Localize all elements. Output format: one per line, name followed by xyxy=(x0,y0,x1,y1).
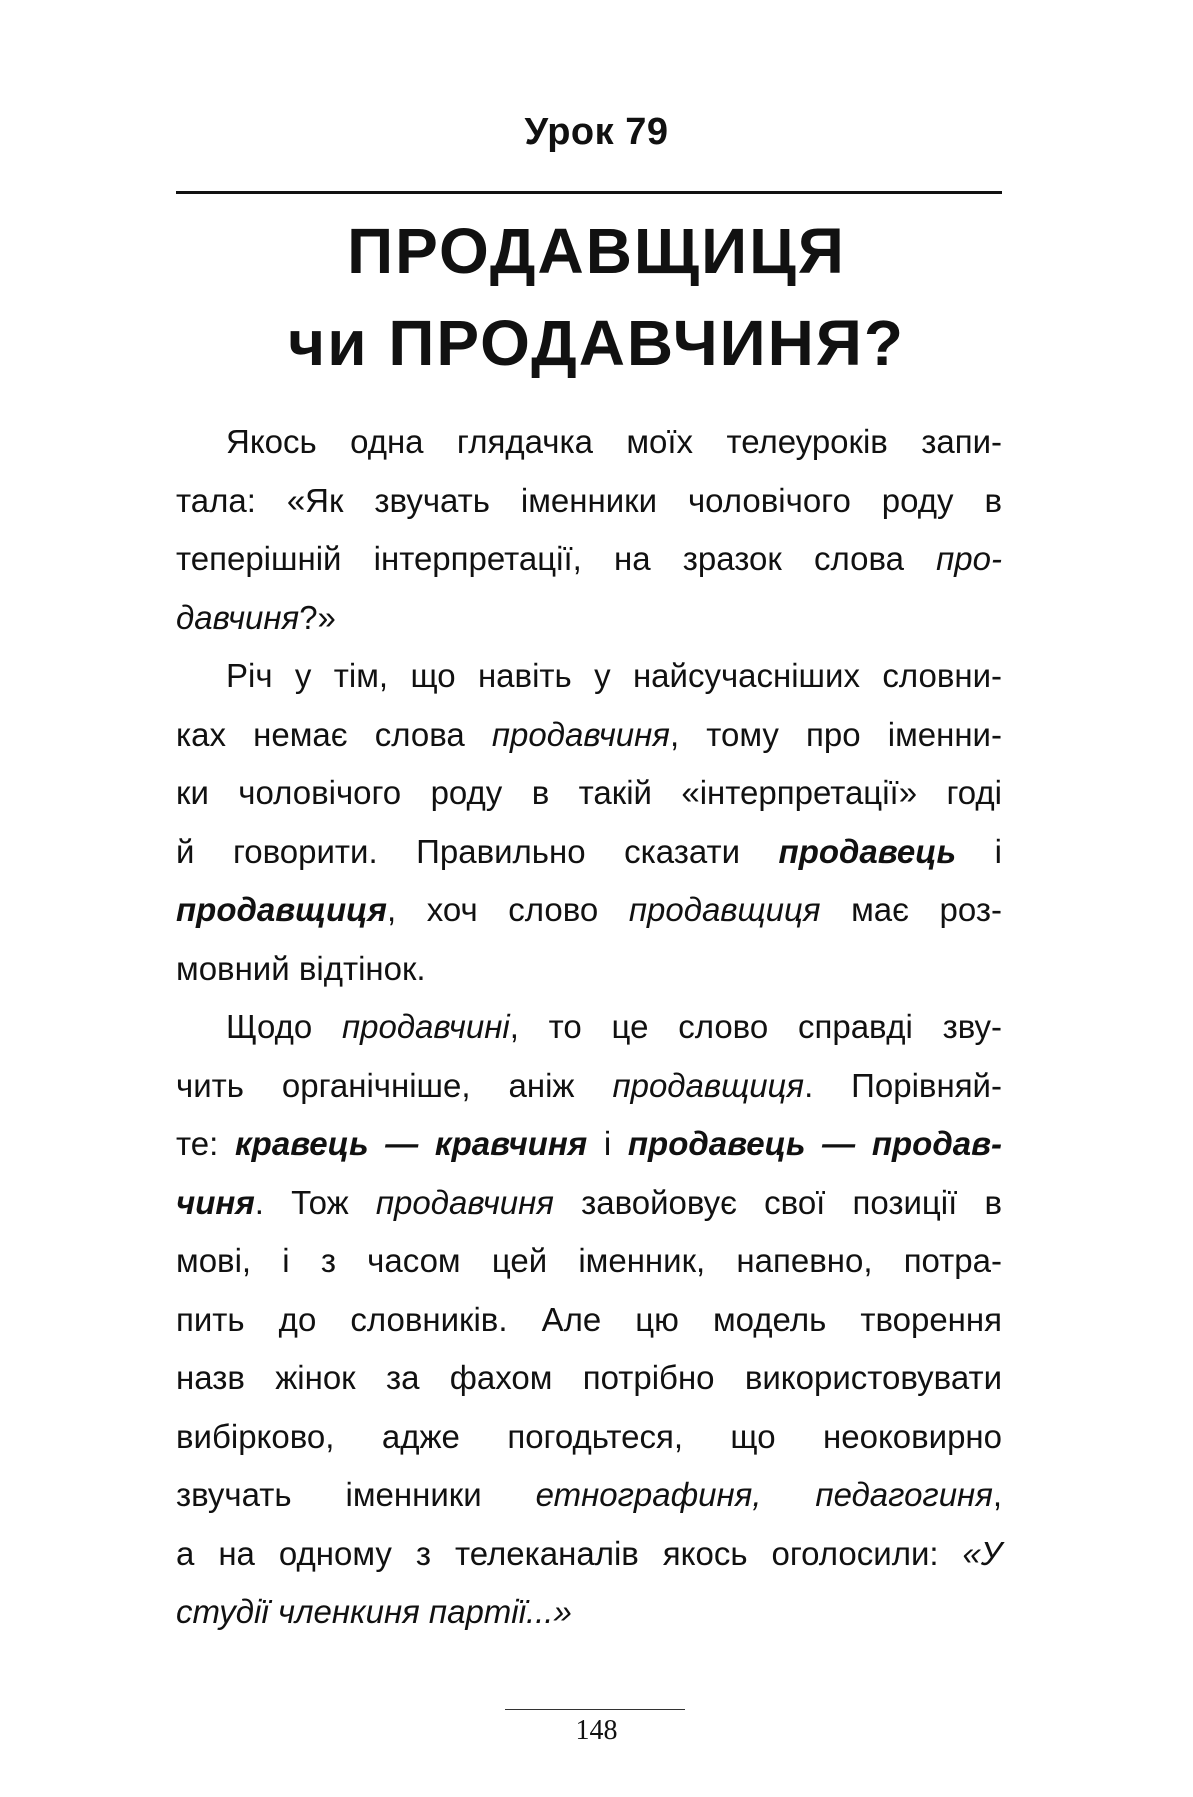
italic-term: про- xyxy=(936,540,1002,577)
italic-term: продавщиця xyxy=(612,1066,805,1104)
text-run: і xyxy=(587,1125,628,1162)
text-run: Річ у тім, що навіть у найсучасніших словни- xyxy=(226,657,1002,694)
text-run: теперішній інтерпретації, на зразок слова xyxy=(176,540,937,577)
text-line xyxy=(176,881,1002,940)
paragraph xyxy=(176,998,1002,1642)
text-run: вибірково, адже погодьтеся, що неоковирно xyxy=(176,1417,1002,1455)
italic-term: продавчині xyxy=(341,1008,510,1045)
body-text xyxy=(176,413,1002,1642)
lesson-heading: Урок 79 xyxy=(524,111,669,153)
text-run: мовний відтінок. xyxy=(176,949,426,987)
bold-italic-term: продавець xyxy=(778,832,957,870)
italic-term: студії членкиня партії...» xyxy=(176,1593,572,1630)
text-run: , тому про іменни- xyxy=(669,715,1002,753)
text-line xyxy=(176,940,1002,999)
title-line-1: ПРОДАВЩИЦЯ xyxy=(347,215,846,287)
text-run: має роз- xyxy=(820,891,1002,928)
text-run: і xyxy=(956,832,1003,870)
text-line xyxy=(176,1408,1002,1467)
text-line xyxy=(176,1583,1002,1642)
text-run: завойовує свої позиції в xyxy=(553,1183,1002,1221)
text-run: Якось одна глядачка моїх телеуроків запи- xyxy=(226,423,1002,460)
text-run: тала: «Як звучать іменники чоловічого роду в xyxy=(176,481,1002,519)
text-run: , то це слово справді зву- xyxy=(509,1008,1002,1045)
text-run: . Тож xyxy=(254,1183,376,1221)
text-run: а на одному з телеканалів якось оголосили: xyxy=(176,1534,963,1572)
text-line xyxy=(176,1115,1002,1174)
text-line xyxy=(176,1525,1002,1584)
paragraph xyxy=(176,413,1002,647)
heading-divider xyxy=(176,191,1002,194)
text-run: й говорити. Правильно сказати xyxy=(176,832,779,870)
text-run: чить органічніше, аніж xyxy=(176,1066,613,1104)
text-run: Щодо xyxy=(226,1008,342,1045)
text-line xyxy=(176,764,1002,823)
text-line xyxy=(176,823,1002,882)
bold-italic-term: продавщиця xyxy=(176,891,387,928)
text-run: ки чоловічого роду в такій «інтерпретації» годі xyxy=(176,774,1002,811)
text-line xyxy=(176,530,1002,589)
italic-term: продавщиця xyxy=(628,891,821,928)
text-line xyxy=(176,1466,1002,1525)
text-run: звучать іменники xyxy=(176,1476,536,1513)
text-line xyxy=(176,472,1002,531)
footer-divider xyxy=(505,1709,685,1710)
text-line xyxy=(176,1174,1002,1233)
bold-italic-term: чиня xyxy=(176,1183,255,1221)
text-line xyxy=(176,1291,1002,1350)
page-number: 148 xyxy=(575,1715,618,1746)
italic-term: «У xyxy=(962,1534,1002,1572)
text-line xyxy=(176,413,1002,472)
text-line xyxy=(176,589,1002,648)
text-line xyxy=(176,1232,1002,1291)
text-run: мові, і з часом цей іменник, напевно, потра- xyxy=(176,1242,1002,1279)
text-line xyxy=(176,1057,1002,1116)
text-run: те: xyxy=(176,1125,235,1162)
bold-italic-term: кравець — кравчиня xyxy=(234,1125,588,1162)
text-line xyxy=(176,1349,1002,1408)
text-run: пить до словників. Але цю модель творення xyxy=(176,1300,1002,1338)
italic-term: продавчиня xyxy=(491,715,670,753)
title-line-2: чи ПРОДАВЧИНЯ? xyxy=(288,307,905,379)
paragraph xyxy=(176,647,1002,998)
text-run: , xyxy=(992,1476,1003,1513)
text-line xyxy=(176,998,1002,1057)
text-run: , хоч слово xyxy=(386,891,629,928)
text-run: ках немає слова xyxy=(176,715,492,753)
italic-term: давчиня xyxy=(176,598,300,636)
text-run: ?» xyxy=(299,598,336,636)
italic-term: продавчиня xyxy=(375,1183,554,1221)
italic-term: етнографиня, педагогиня xyxy=(535,1476,993,1513)
text-run: . Порівняй- xyxy=(804,1066,1002,1104)
text-line xyxy=(176,706,1002,765)
text-run: назв жінок за фахом потрібно використовувати xyxy=(176,1359,1002,1396)
bold-italic-term: продавець — продав- xyxy=(627,1125,1002,1162)
text-line xyxy=(176,647,1002,706)
